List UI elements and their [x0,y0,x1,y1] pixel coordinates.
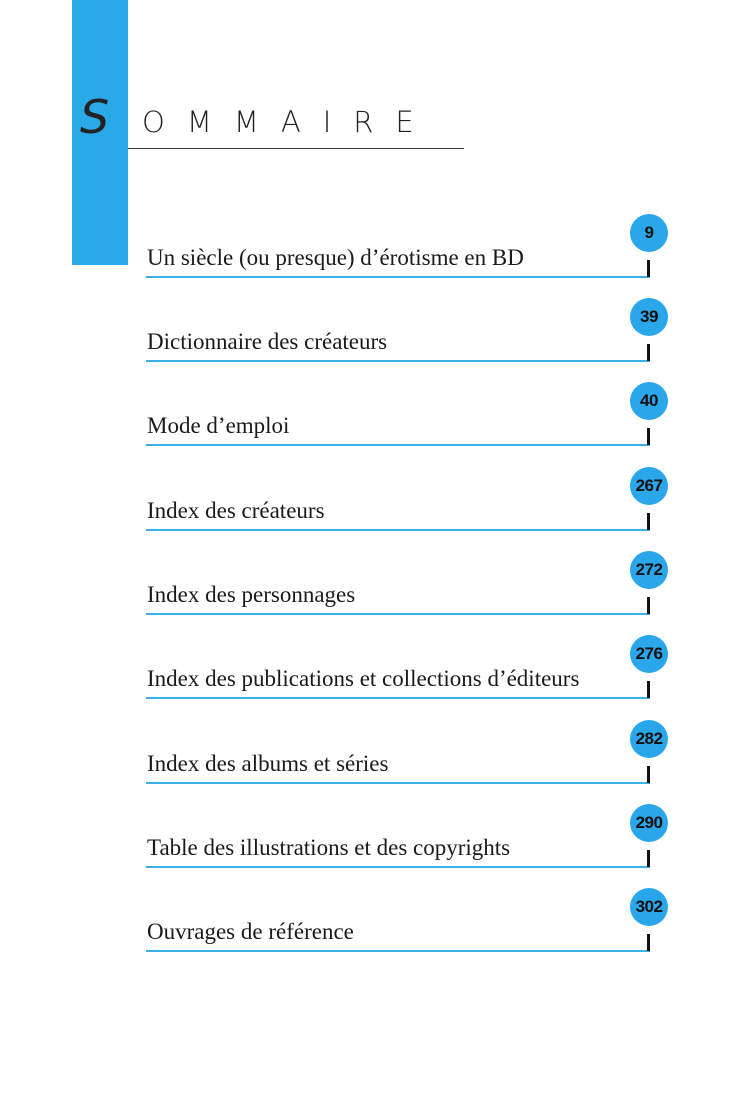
page-number-badge: 272 [630,551,668,589]
toc-entry-stem [647,850,650,867]
toc-entry[interactable] [146,644,663,713]
toc-entry-stem [647,344,650,361]
toc-entry-label: Index des publications et collections d’éditeurs [147,666,580,691]
toc-entry-label: Index des personnages [147,582,356,607]
toc-entry-label: Index des créateurs [147,498,325,523]
toc-entry-rule [146,276,650,278]
toc-entry-stem [647,597,650,614]
toc-entry[interactable] [146,223,656,292]
toc-entry-rule [146,782,650,784]
toc-entry-rule [146,360,650,362]
toc-entry-rule [146,444,650,446]
page-number-badge: 290 [630,804,668,842]
title-text: OMMAIRE [142,105,436,139]
toc-entry-rule [146,950,650,952]
toc-entry-label: Un siècle (ou presque) d’érotisme en BD [147,245,524,270]
toc-entry-rule [146,866,650,868]
title-initial: S [80,90,110,144]
toc-entry[interactable] [146,897,663,966]
toc-entry[interactable] [146,391,658,460]
page-number-badge: 282 [630,720,668,758]
toc-entry-stem [647,513,650,530]
toc-entry[interactable] [146,307,658,376]
toc-entry-rule [146,613,650,615]
page-number-badge: 39 [630,298,668,336]
toc-entry-stem [647,934,650,951]
toc-entry-stem [647,428,650,445]
toc-entry-stem [647,260,650,277]
toc-entry-label: Table des illustrations et des copyrights [147,835,511,860]
toc-entry[interactable] [146,476,663,545]
toc-entry-rule [146,529,650,531]
toc-entry-label: Ouvrages de référence [147,919,354,944]
toc-entry-stem [647,681,650,698]
toc-entry-rule [146,697,650,699]
toc-entry[interactable] [146,560,663,629]
toc-entry-stem [647,766,650,783]
toc-entry-label: Index des albums et séries [147,751,389,776]
page-number-badge: 302 [630,888,668,926]
toc-entry[interactable] [146,729,663,798]
toc-entry-label: Dictionnaire des créateurs [147,329,388,354]
page-number-badge: 9 [630,214,668,252]
page-number-badge: 40 [630,382,668,420]
page-number-badge: 267 [630,467,668,505]
toc-entry-label: Mode d’emploi [147,413,290,438]
page-number-badge: 276 [630,635,668,673]
toc-entry[interactable] [146,813,663,882]
